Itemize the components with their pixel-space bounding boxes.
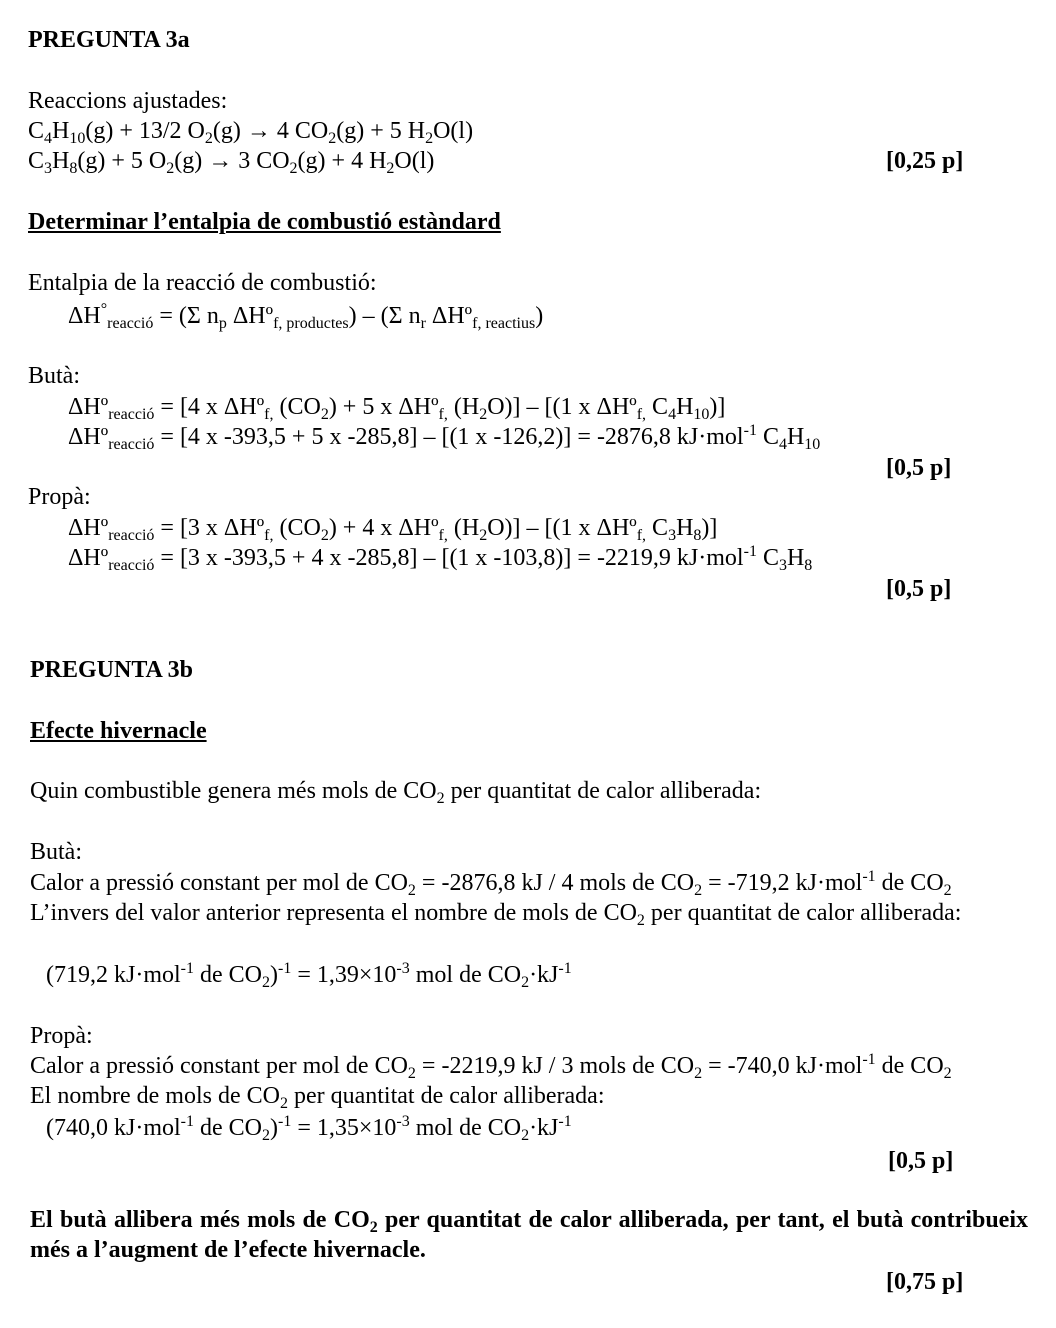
butane-enthalpy-expression: ΔHº$_{reacció}$ = [4 x ΔHº$_{f,}$ $(CO_2) + 5$ x ΔHº$_{f,}$ $(H_2O)] - [(1$ x ΔHº$_{f,}$ $C_4H_{10}$)] bbox=[68, 394, 726, 423]
question-3a-title: PREGUNTA 3a bbox=[28, 27, 190, 53]
reactions-label: Reaccions ajustades: bbox=[28, 88, 228, 114]
conclusion: El butà allibera més mols de $CO_2$ per quantitat de calor alliberada, per tant, el butà contribueix més a l’augment de l’efecte hivernacle. bbox=[30, 1207, 1028, 1263]
propane-enthalpy-result: ΔHº$_{reacció}$ = [3 x -393,5 + 4 x -285,8] – [(1 x -103,8)] = -2219,9 kJ·mol$^{-1}$ $C_3H_8$ bbox=[68, 543, 813, 574]
enthalpy-formula: $\Delta H^\circ_{reacció} = (\Sigma$ $n_p$ ΔHº$_{f, productes}$) – (Σ $n_r$ ΔHº$_{f, reactius}$) bbox=[68, 301, 544, 332]
butane-heat-per-mol: Calor a pressió constant per mol de $CO_2 = -2876,8$ kJ / 4 mols de $CO_2 = -719,2$ kJ·mol$^{-1}$ de $CO_2$ bbox=[30, 868, 952, 899]
butane-enthalpy-result: ΔHº$_{reacció}$ = [4 x -393,5 + 5 x -285,8] – [(1 x -126,2)] = -2876,8 kJ·mol$^{-1}$ $C_4H_{10}$ bbox=[68, 422, 821, 453]
score-butane: [0,5 p] bbox=[886, 455, 952, 481]
score-conclusion: [0,75 p] bbox=[886, 1269, 964, 1295]
question-3b-title: PREGUNTA 3b bbox=[30, 657, 193, 683]
score-reactions: [0,25 p] bbox=[886, 148, 964, 174]
greenhouse-question: Quin combustible genera més mols de $CO_2$ per quantitat de calor alliberada: bbox=[30, 778, 762, 807]
propane-heat-per-mol: Calor a pressió constant per mol de $CO_2 = -2219,9$ kJ / 3 mols de $CO_2 = -740,0$ kJ·mol$^{-1}$ de $CO_2$ bbox=[30, 1051, 952, 1082]
reaction-propane: $C_3H_8(g) + 5$ $O_2(g) \to 3$ $CO_2(g) + 4$ $H_2O(l)$ bbox=[28, 148, 435, 177]
section-heading-enthalpy: Determinar l’entalpia de combustió estàndard bbox=[28, 209, 501, 235]
propane-label-3b: Propà: bbox=[30, 1023, 93, 1049]
propane-label: Propà: bbox=[28, 484, 91, 510]
reaction-butane: $C_4H_{10}(g) + 13/2$ $O_2(g) \to 4$ $CO_2(g) + 5$ $H_2O(l)$ bbox=[28, 118, 474, 147]
score-calculation: [0,5 p] bbox=[888, 1148, 954, 1174]
butane-label-3b: Butà: bbox=[30, 839, 82, 865]
butane-label: Butà: bbox=[28, 363, 80, 389]
butane-inverse-explanation: L’invers del valor anterior representa el nombre de mols de $CO_2$ per quantitat de calor alliberada: bbox=[30, 900, 962, 929]
propane-moles-explanation: El nombre de mols de $CO_2$ per quantitat de calor alliberada: bbox=[30, 1083, 605, 1112]
propane-enthalpy-expression: ΔHº$_{reacció}$ = [3 x ΔHº$_{f,}$ $(CO_2) + 4$ x ΔHº$_{f,}$ $(H_2O)] - [(1$ x ΔHº$_{f,}$ $C_3H_8$)] bbox=[68, 515, 718, 544]
propane-moles-result: (740,0 kJ·mol$^{-1}$ de $CO_2)^{-1} = 1,35\times 10^{-3}$ mol de $CO_2\cdot kJ^{-1}$ bbox=[46, 1113, 572, 1144]
score-propane: [0,5 p] bbox=[886, 576, 952, 602]
enthalpy-label: Entalpia de la reacció de combustió: bbox=[28, 270, 377, 296]
butane-moles-result: (719,2 kJ·mol$^{-1}$ de $CO_2)^{-1} = 1,39\times 10^{-3}$ mol de $CO_2\cdot kJ^{-1}$ bbox=[46, 960, 572, 991]
section-heading-greenhouse: Efecte hivernacle bbox=[30, 718, 207, 744]
